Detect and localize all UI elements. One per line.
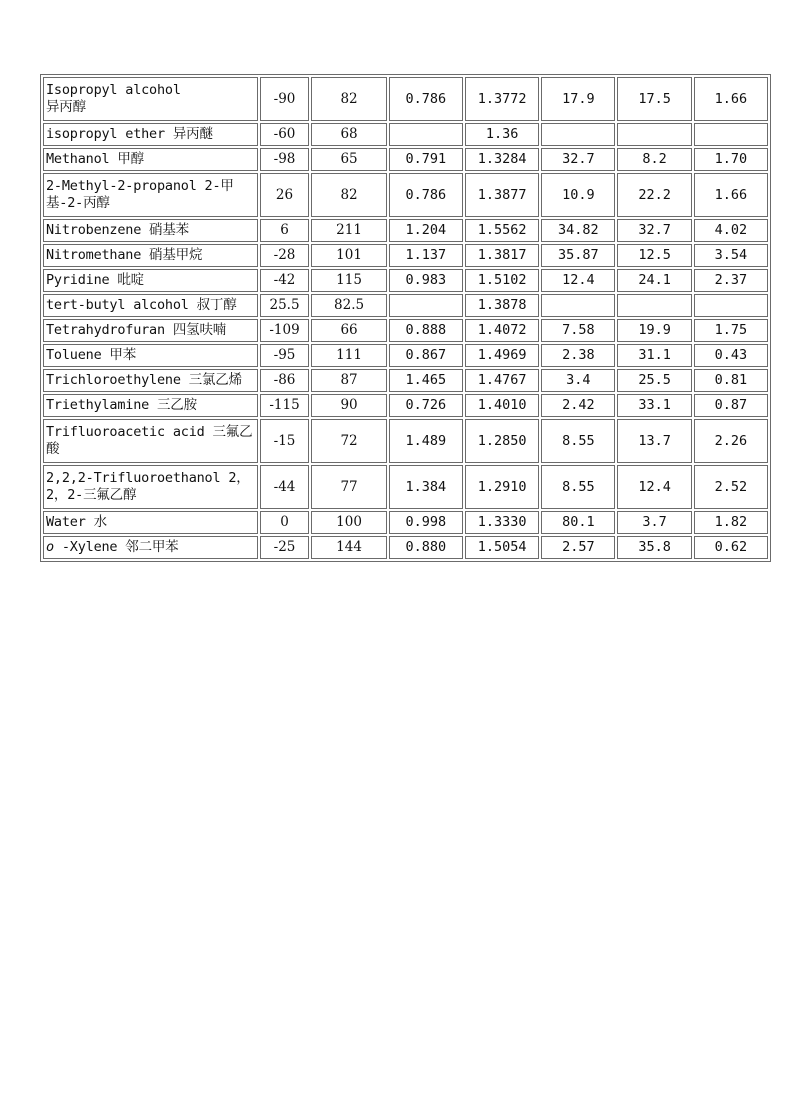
boiling-point-cell: 100 [311,511,386,534]
dipole-moment-cell: 1.66 [694,77,768,121]
boiling-point-cell: 66 [311,319,386,342]
table-row [43,294,768,317]
melting-point-cell: -115 [260,394,310,417]
solvent-name-cell: Isopropyl alcohol 异丙醇 [43,77,258,121]
dipole-moment-cell: 0.81 [694,369,768,392]
dielectric-constant-cell [541,123,615,146]
density-cell: 0.786 [389,77,463,121]
density-cell [389,123,463,146]
ortho-prefix: o [46,539,54,555]
solvent-name-cell: Methanol 甲醇 [43,148,258,171]
density-cell: 1.204 [389,219,463,242]
refractive-index-cell: 1.3772 [465,77,539,121]
dielectric-constant-cell: 8.55 [541,419,615,463]
solvent-name-cell: Water 水 [43,511,258,534]
melting-point-cell: -25 [260,536,310,559]
dipole-moment-cell [694,294,768,317]
dielectric-constant-cell: 17.9 [541,77,615,121]
property-cell [617,294,691,317]
property-cell: 12.5 [617,244,691,267]
property-cell: 32.7 [617,219,691,242]
solvent-name-cell: Trifluoroacetic acid 三氟乙酸 [43,419,258,463]
boiling-point-cell: 82 [311,173,386,217]
table-row [43,173,768,217]
table-row [43,123,768,146]
density-cell: 0.880 [389,536,463,559]
dipole-moment-cell: 0.43 [694,344,768,367]
boiling-point-cell: 211 [311,219,386,242]
dipole-moment-cell: 2.37 [694,269,768,292]
property-cell: 19.9 [617,319,691,342]
solvent-name-cell: Nitrobenzene 硝基苯 [43,219,258,242]
boiling-point-cell: 82.5 [311,294,386,317]
refractive-index-cell: 1.3330 [465,511,539,534]
melting-point-cell: -109 [260,319,310,342]
dielectric-constant-cell: 2.42 [541,394,615,417]
density-cell: 1.384 [389,465,463,509]
dipole-moment-cell: 1.82 [694,511,768,534]
solvent-name-cell: Tetrahydrofuran 四氢呋喃 [43,319,258,342]
solvent-name-cell: Pyridine 吡啶 [43,269,258,292]
table-row [43,511,768,534]
solvent-properties-table-container [40,74,771,562]
table-row [43,536,768,559]
property-cell [617,123,691,146]
refractive-index-cell: 1.3877 [465,173,539,217]
boiling-point-cell: 111 [311,344,386,367]
solvent-name-cell: 2,2,2-Trifluoroethanol 2，2，2-三氟乙醇 [43,465,258,509]
refractive-index-cell: 1.2910 [465,465,539,509]
boiling-point-cell: 87 [311,369,386,392]
solvent-name-cell: Trichloroethylene 三氯乙烯 [43,369,258,392]
refractive-index-cell: 1.2850 [465,419,539,463]
dipole-moment-cell: 3.54 [694,244,768,267]
solvent-name-cell: o -Xylene 邻二甲苯 [43,536,258,559]
property-cell: 13.7 [617,419,691,463]
melting-point-cell: -28 [260,244,310,267]
density-cell: 0.786 [389,173,463,217]
dielectric-constant-cell: 12.4 [541,269,615,292]
melting-point-cell: -86 [260,369,310,392]
table-row [43,77,768,121]
dipole-moment-cell: 1.66 [694,173,768,217]
dielectric-constant-cell: 10.9 [541,173,615,217]
solvent-name-cell: Nitromethane 硝基甲烷 [43,244,258,267]
boiling-point-cell: 65 [311,148,386,171]
refractive-index-cell: 1.5054 [465,536,539,559]
table-row [43,465,768,509]
dipole-moment-cell: 1.75 [694,319,768,342]
refractive-index-cell: 1.3878 [465,294,539,317]
table-row [43,369,768,392]
solvent-name-cell: Toluene 甲苯 [43,344,258,367]
dielectric-constant-cell: 34.82 [541,219,615,242]
property-cell: 3.7 [617,511,691,534]
solvent-name-cell: Triethylamine 三乙胺 [43,394,258,417]
melting-point-cell: -15 [260,419,310,463]
property-cell: 35.8 [617,536,691,559]
melting-point-cell: -95 [260,344,310,367]
table-row [43,148,768,171]
refractive-index-cell: 1.3817 [465,244,539,267]
property-cell: 12.4 [617,465,691,509]
refractive-index-cell: 1.4072 [465,319,539,342]
dielectric-constant-cell: 2.38 [541,344,615,367]
melting-point-cell: 25.5 [260,294,310,317]
dielectric-constant-cell: 2.57 [541,536,615,559]
property-cell: 25.5 [617,369,691,392]
melting-point-cell: -90 [260,77,310,121]
dielectric-constant-cell: 7.58 [541,319,615,342]
table-row [43,244,768,267]
dielectric-constant-cell: 3.4 [541,369,615,392]
boiling-point-cell: 82 [311,77,386,121]
dielectric-constant-cell [541,294,615,317]
melting-point-cell: 0 [260,511,310,534]
melting-point-cell: -44 [260,465,310,509]
refractive-index-cell: 1.4010 [465,394,539,417]
density-cell: 1.465 [389,369,463,392]
dipole-moment-cell [694,123,768,146]
table-row [43,419,768,463]
dipole-moment-cell: 0.62 [694,536,768,559]
boiling-point-cell: 68 [311,123,386,146]
table-row [43,319,768,342]
density-cell: 0.726 [389,394,463,417]
dipole-moment-cell: 4.02 [694,219,768,242]
density-cell [389,294,463,317]
property-cell: 8.2 [617,148,691,171]
property-cell: 22.2 [617,173,691,217]
property-cell: 24.1 [617,269,691,292]
density-cell: 1.489 [389,419,463,463]
solvent-properties-table [40,74,771,562]
dielectric-constant-cell: 80.1 [541,511,615,534]
melting-point-cell: -98 [260,148,310,171]
boiling-point-cell: 72 [311,419,386,463]
table-row [43,394,768,417]
melting-point-cell: 26 [260,173,310,217]
refractive-index-cell: 1.36 [465,123,539,146]
boiling-point-cell: 90 [311,394,386,417]
table-row [43,344,768,367]
melting-point-cell: 6 [260,219,310,242]
density-cell: 0.888 [389,319,463,342]
density-cell: 0.983 [389,269,463,292]
density-cell: 0.791 [389,148,463,171]
boiling-point-cell: 115 [311,269,386,292]
dielectric-constant-cell: 35.87 [541,244,615,267]
solvent-name-cell: 2-Methyl-2-propanol 2-甲基-2-丙醇 [43,173,258,217]
melting-point-cell: -60 [260,123,310,146]
boiling-point-cell: 77 [311,465,386,509]
solvent-name-cell: tert-butyl alcohol 叔丁醇 [43,294,258,317]
table-body [43,77,768,559]
dielectric-constant-cell: 32.7 [541,148,615,171]
dipole-moment-cell: 1.70 [694,148,768,171]
refractive-index-cell: 1.4969 [465,344,539,367]
dipole-moment-cell: 0.87 [694,394,768,417]
refractive-index-cell: 1.5102 [465,269,539,292]
solvent-name-cell: isopropyl ether 异丙醚 [43,123,258,146]
boiling-point-cell: 144 [311,536,386,559]
dipole-moment-cell: 2.26 [694,419,768,463]
density-cell: 0.998 [389,511,463,534]
density-cell: 0.867 [389,344,463,367]
property-cell: 33.1 [617,394,691,417]
refractive-index-cell: 1.5562 [465,219,539,242]
density-cell: 1.137 [389,244,463,267]
dielectric-constant-cell: 8.55 [541,465,615,509]
property-cell: 17.5 [617,77,691,121]
melting-point-cell: -42 [260,269,310,292]
dipole-moment-cell: 2.52 [694,465,768,509]
refractive-index-cell: 1.3284 [465,148,539,171]
table-row [43,269,768,292]
table-row [43,219,768,242]
boiling-point-cell: 101 [311,244,386,267]
refractive-index-cell: 1.4767 [465,369,539,392]
property-cell: 31.1 [617,344,691,367]
